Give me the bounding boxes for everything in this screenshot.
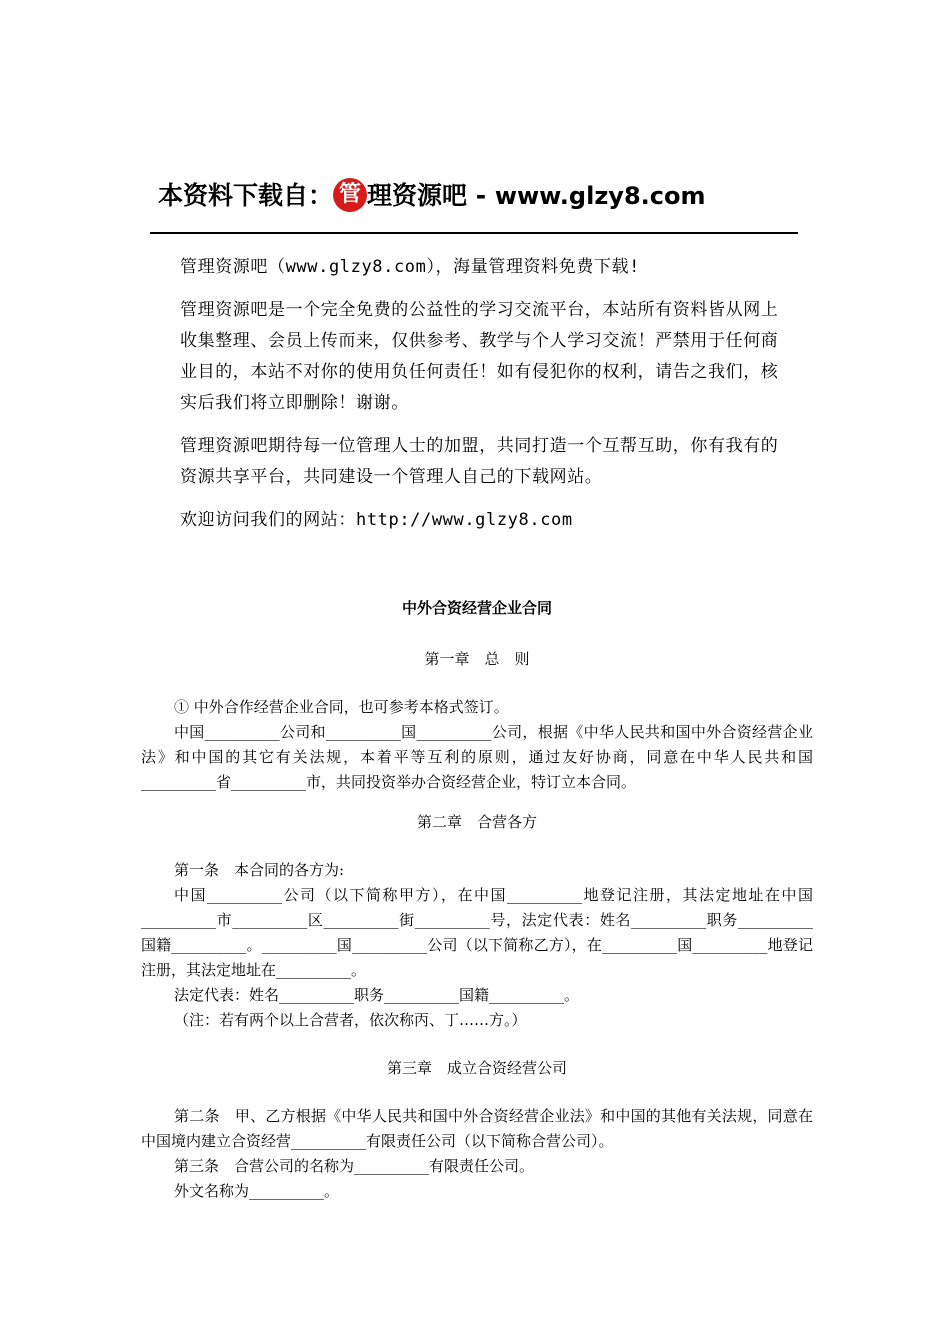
chapter-3-heading: 第三章 成立合资经营公司: [386, 1059, 567, 1077]
banner-separator: -: [467, 181, 495, 210]
ad-notice: [180, 252, 780, 548]
banner-prefix: 本资料下载自：: [158, 181, 334, 210]
article-3: 第三条 合营公司的名称为__________有限责任公司。: [174, 1157, 535, 1175]
banner-site-name: 理资源吧: [367, 181, 468, 210]
article-1-parties: 中国__________公司（以下简称甲方），在中国__________地登记注册，其法定地址在中国__________市__________区__________街__________号，法定代表：姓名__________职务__________国籍__________。__________国__________公司（以下简称乙方），在__________国__________地登记注册，其法定地址在__________。: [141, 886, 813, 979]
ad-paragraph-2: 管理资源吧是一个完全免费的公益性的学习交流平台，本站所有资料皆从网上收集整理、会员上传而来，仅供参考、教学与个人学习交流！严禁用于任何商业目的，本站不对你的使用负任何责任！如有侵犯你的权利，请告之我们，核实后我们将立即删除！谢谢。: [180, 300, 779, 413]
chapter-1-heading: 第一章 总 则: [424, 650, 530, 668]
contract-document: [141, 596, 813, 1204]
banner-url-link[interactable]: www.glzy8.com: [494, 182, 706, 210]
foreign-name-line: 外文名称为__________。: [174, 1182, 340, 1200]
chapter-1-note: ① 中外合作经营企业合同，也可参考本格式签订。: [174, 698, 509, 716]
article-1-note: （注：若有两个以上合营者，依次称丙、丁……方。）: [174, 1011, 527, 1029]
banner-divider: [150, 232, 798, 234]
ad-paragraph-1: 管理资源吧（www.glzy8.com），海量管理资料免费下载!: [180, 257, 640, 277]
ad-paragraph-4: 欢迎访问我们的网站：http://www.glzy8.com: [180, 510, 573, 530]
chapter-1-paragraph: 中国__________公司和__________国__________公司，根据《中华人民共和国中外合资经营企业法》和中国的其它有关法规，本着平等互利的原则，通过友好协商，同意在中华人民共和国__________省__________市，共同投资举办合资经营企业，特订立本合同。: [141, 723, 813, 791]
article-1-heading: 第一条 本合同的各方为:: [174, 861, 345, 879]
download-banner: [158, 174, 818, 218]
ad-paragraph-3: 管理资源吧期待每一位管理人士的加盟，共同打造一个互帮互助，你有我有的资源共享平台，共同建设一个管理人自己的下载网站。: [180, 436, 779, 487]
site-logo-icon: 管: [333, 178, 367, 212]
article-2: 第二条 甲、乙方根据《中华人民共和国中外合资经营企业法》和中国的其他有关法规，同意在中国境内建立合资经营__________有限责任公司（以下简称合营公司）。: [141, 1107, 813, 1150]
article-1-representative: 法定代表：姓名__________职务__________国籍__________。: [174, 986, 580, 1004]
chapter-2-heading: 第二章 合营各方: [416, 813, 537, 831]
contract-title: 中外合资经营企业合同: [401, 599, 552, 617]
